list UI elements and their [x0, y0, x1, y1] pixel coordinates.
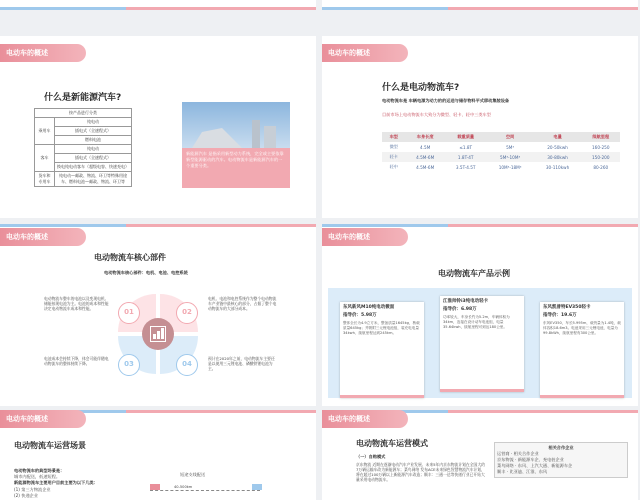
cell: 轻卡: [382, 152, 406, 162]
table-row: 顺丰 · 比亚迪、江淮、东风: [497, 469, 548, 474]
slide-partial-right[interactable]: [322, 0, 638, 10]
slide-note: 目前市场上电动物流车大致分为微型、轻卡、轻中三类车型: [382, 112, 491, 117]
slide-2[interactable]: [322, 36, 638, 218]
slide-partial-left[interactable]: [0, 0, 316, 10]
cell: 5M³: [506, 144, 515, 150]
card-sub: 指导价：19.6万: [543, 313, 577, 318]
col-header: 空间: [487, 132, 534, 142]
block-text: 电池成本会持续下降，体会可能伴随电动物流车的整体持续下降。: [44, 356, 109, 366]
slide-title: 电动物流车运营场景: [14, 441, 86, 450]
diagram-sub: 40-500km: [174, 485, 193, 489]
photo-sky: [182, 102, 290, 148]
section-header: 电动车的概述: [0, 44, 86, 62]
cell: 4.5M-6M: [416, 164, 435, 170]
cell: 30-110kwh: [545, 164, 570, 170]
col-header: 车型: [382, 132, 406, 142]
route-line: [150, 490, 260, 491]
col-header: 续航里程: [582, 132, 620, 142]
section-label: （一）自购模式: [356, 454, 386, 459]
slide-5[interactable]: [0, 410, 316, 500]
slide-4[interactable]: [322, 224, 638, 406]
card-sub: 指导价：5.98万: [343, 313, 377, 318]
cell: 30-80kwh: [534, 152, 582, 162]
table-row: 运营商 · 相关合作企业: [497, 451, 539, 456]
slide-title: 电动物流车核心部件: [94, 253, 166, 262]
product-card-2[interactable]: [440, 296, 524, 392]
block-text: 电机、电池和电控系统作为整个电动物流车产业链中最核心的部分，占据了整个电动物流车的大部分成本。: [208, 296, 277, 311]
table-cat: 客车: [35, 145, 55, 172]
category-table: [34, 108, 132, 187]
slide-6[interactable]: [322, 410, 638, 500]
user-item: (1) 第三方物流企业: [14, 487, 51, 492]
cell: 5M³-10M³: [487, 152, 534, 162]
diagram-label: 短途支线配送: [180, 472, 206, 477]
product-card-1[interactable]: [340, 302, 424, 398]
num-04: 04: [176, 354, 198, 376]
block-text: 预计在2020年之前，电动物流车主要还是以使用三元锂电池、磷酸铁锂电池为主。: [208, 356, 275, 371]
cell: 1.8T-4T: [445, 152, 487, 162]
table-cell: 燃料电池: [55, 136, 132, 145]
cell: 80-260: [593, 164, 609, 170]
cell: 4.5M: [420, 144, 431, 150]
cell: ≤1.8T: [459, 144, 473, 150]
vehicle-table: [382, 132, 620, 172]
table-cat: 货车和专用车: [35, 172, 55, 187]
section-body: 京东物流 近期在逐渐电动汽车产业发展、未来5年内京东物流计划在全国大约7万辆运输车改为新能源车；菜鸟网络 发布ACE未来绿色智慧物流汽车计划，将在超过100万辆以上新能源汽车改造；顺丰：三通一达等快递行业已开始大量采用电动物流车。: [356, 462, 485, 482]
slide-subtitle: 电动物流车是 车辆电源为动力的的运送与储存物料平式移动集装设备: [382, 98, 510, 103]
table-cell: 纯电动: [55, 145, 132, 154]
table-row: 菜鸟网络 · 东风、上汽大通、新能源车企: [497, 463, 573, 468]
table-title: 相关合作企业: [548, 445, 574, 450]
truck-icon: [150, 484, 160, 490]
card-body: 功率较大，车身长约为5.2m，车辆体积为34km，连接在设计动车电池组，电量35.64kwh，续航里程可到达180公里。: [443, 315, 510, 329]
section-header: 电动车的概述: [0, 228, 86, 246]
partner-table: [494, 442, 628, 478]
intro-body: 城市内配送，低速短程。: [14, 474, 61, 479]
num-02: 02: [176, 302, 198, 324]
chart-icon: [150, 326, 166, 342]
slide-title: 电动物流车运营模式: [356, 439, 428, 448]
table-cell: 纯电动—邮政、物流、环卫等特殊用途车、燃料电池—邮政、物流、环卫等: [55, 172, 132, 187]
slide-3[interactable]: [0, 224, 316, 406]
truck-icon: [252, 484, 262, 490]
card-title: 江淮帅铃i3纯电动轻卡: [443, 299, 489, 304]
num-01: 01: [118, 302, 140, 324]
section-header: 电动车的概述: [0, 410, 86, 428]
product-card-3[interactable]: [540, 302, 624, 398]
card-title: 东风凯普特EV350轻卡: [543, 305, 591, 310]
col-header: 电量: [534, 132, 582, 142]
intro-title: 电动物流车的典型场景是：: [14, 468, 65, 473]
table-header: 按产品进行分类: [35, 109, 132, 118]
section-header: 电动车的概述: [322, 228, 408, 246]
cell: 20-50kwh: [547, 144, 568, 150]
user-item: (2) 快递企业: [14, 493, 39, 498]
section-header: 电动车的概述: [322, 44, 408, 62]
section-header: 电动车的概述: [322, 410, 408, 428]
col-header: 载重质量: [445, 132, 487, 142]
cell: 4.5M-6M: [406, 152, 445, 162]
block-text: 电动物流车整车的电池以及变现电机、储能按现电池为主。电池的成本和性能决定电动物流车成本和性能。: [44, 296, 109, 311]
col-header: 车身长度: [406, 132, 445, 142]
card-body: 整体全长为4.9立方米，整备质量1645kg，核载质量645kg；并吸附三元锂电池组，装充电电量34kwh、续航里程达到245km。: [343, 321, 420, 335]
num-03: 03: [118, 354, 140, 376]
table-cat: 乘用车: [35, 118, 55, 145]
cell: 160-250: [592, 144, 610, 150]
slide-subtitle: 电动物流车核心部件：电机、电池、电控系统: [104, 270, 188, 275]
table-cell: 插电式（全速程式）: [55, 154, 132, 163]
cell: 10M³-18M³: [498, 164, 522, 170]
slide-1[interactable]: [0, 36, 316, 218]
slide-title: 电动物流车产品示例: [438, 269, 510, 278]
table-cell: 换电纯电动客车（超级电容、快速充电）: [55, 163, 132, 172]
slide-title: 什么是新能源汽车?: [44, 93, 122, 103]
users-note: 新能源物流车主要用户目前主要为以下几类：: [14, 480, 98, 485]
caption-box: 新能源汽车 是指采用新型动力系统，完全或主要依靠新型能源驱动的汽车。电动物流车是新能源汽车的一个重要分类。: [182, 148, 290, 188]
table-cell: 纯电动: [55, 118, 132, 127]
cell: 微型: [389, 144, 398, 149]
table-cell: 插电式（全速程式）: [55, 127, 132, 136]
cell: 150-200: [582, 152, 620, 162]
slide-title: 什么是电动物流车?: [382, 83, 460, 93]
card-sub: 指导价：6.98万: [443, 307, 477, 312]
card-title: 东风新风M10纯电动微面: [343, 305, 395, 310]
cell: 3.5T-4.5T: [455, 164, 476, 170]
card-body: 东风EV350，车长5.995m，载货量为1.4吨，载体容积18.6m3。电池采用三元锂电池，电量为99.8kWh，续航里程有300公里。: [543, 321, 621, 335]
table-row: 京东物流 · 新能源车企、充电桩企业: [497, 457, 564, 462]
cell: 轻中: [389, 164, 398, 169]
